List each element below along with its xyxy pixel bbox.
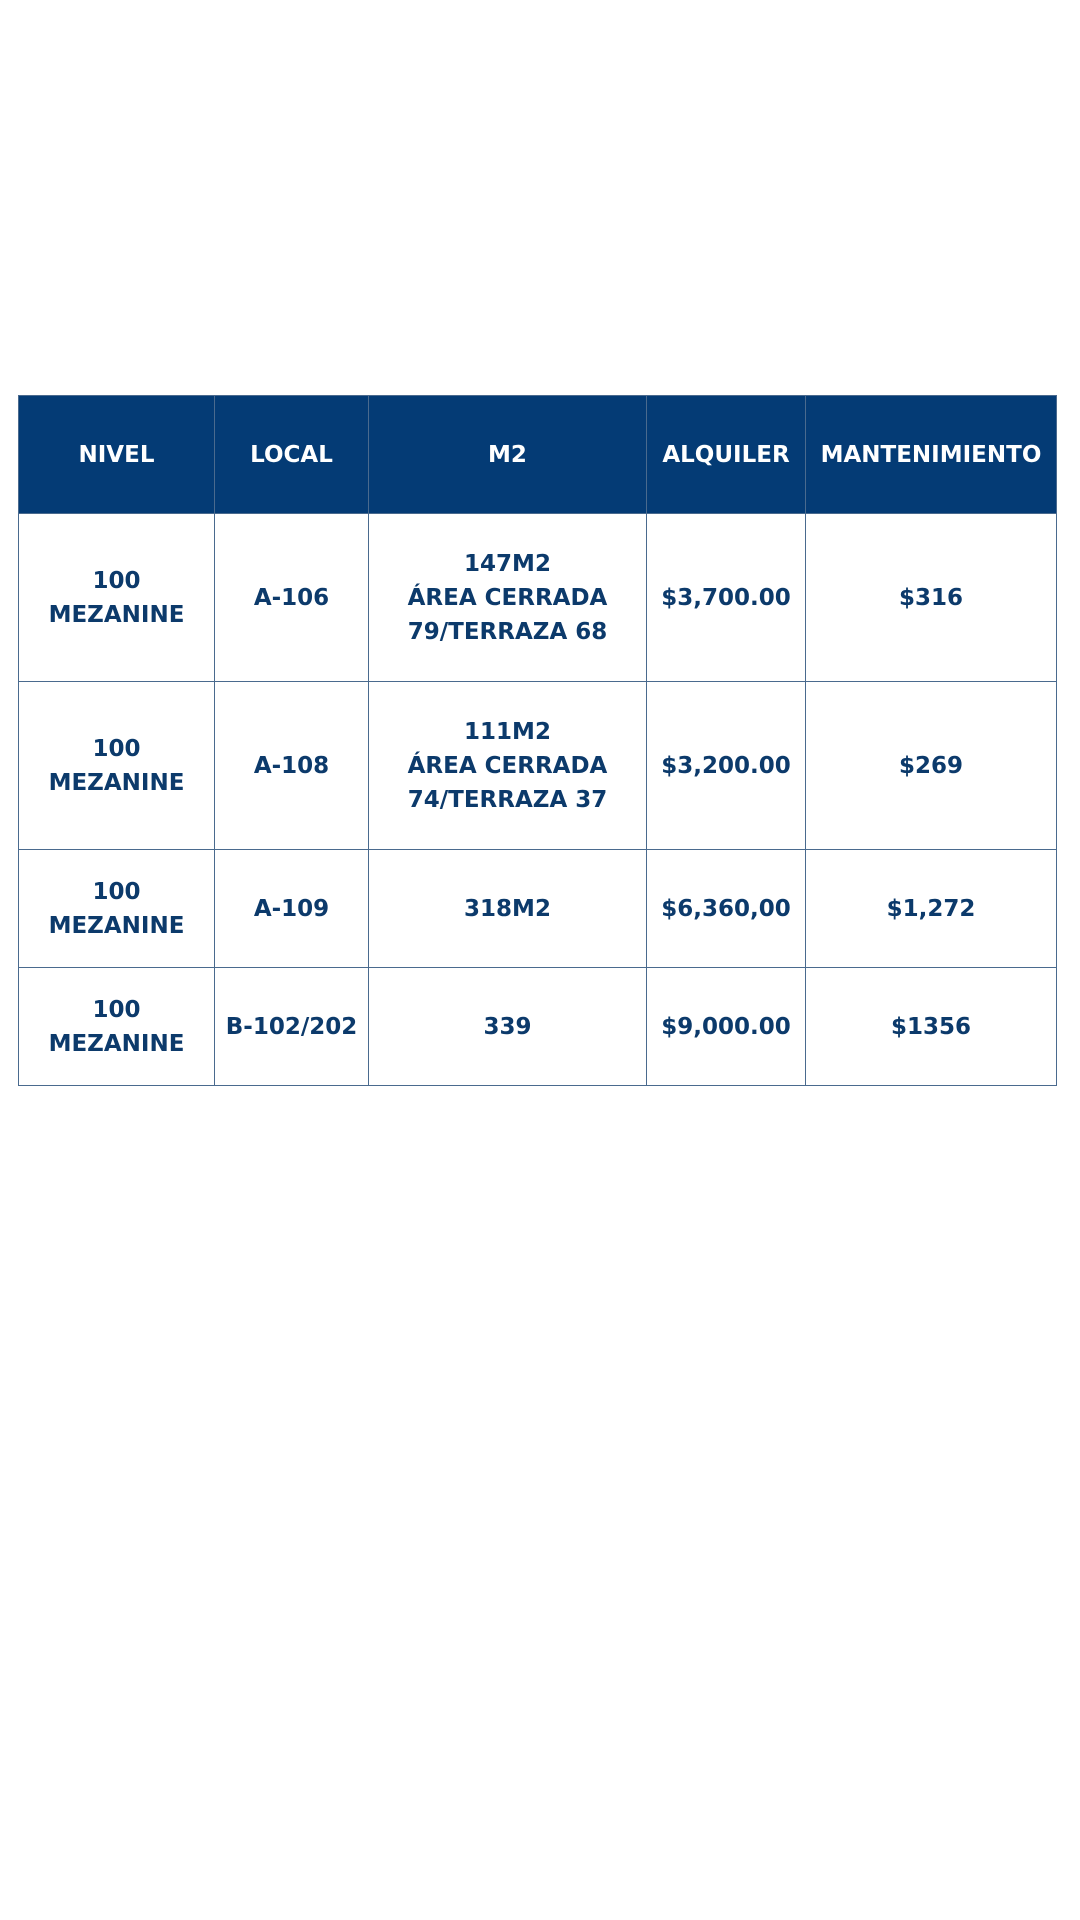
rental-table xyxy=(18,395,1057,1086)
cell-mantenimiento: $1,272 xyxy=(806,850,1057,968)
cell-mantenimiento: $1356 xyxy=(806,968,1057,1086)
cell-alquiler: $3,700.00 xyxy=(647,514,806,682)
cell-nivel: 100 MEZANINE xyxy=(19,850,215,968)
cell-local: A-108 xyxy=(215,682,369,850)
cell-m2-line: 74/TERRAZA 37 xyxy=(407,786,608,813)
cell-m2-line: 79/TERRAZA 68 xyxy=(407,618,608,645)
cell-m2-line: 318M2 xyxy=(464,895,551,922)
cell-m2 xyxy=(369,850,647,968)
cell-m2-line: ÁREA CERRADA xyxy=(407,584,608,611)
cell-nivel: 100 MEZANINE xyxy=(19,968,215,1086)
cell-local: B-102/202 xyxy=(215,968,369,1086)
header-local: LOCAL xyxy=(215,396,369,514)
cell-m2-line: 111M2 xyxy=(464,718,551,745)
cell-m2 xyxy=(369,682,647,850)
cell-m2-line: ÁREA CERRADA xyxy=(407,752,608,779)
cell-m2 xyxy=(369,968,647,1086)
cell-m2-line: 339 xyxy=(483,1013,532,1040)
cell-nivel: 100 MEZANINE xyxy=(19,682,215,850)
cell-alquiler: $9,000.00 xyxy=(647,968,806,1086)
cell-mantenimiento: $316 xyxy=(806,514,1057,682)
header-mantenimiento: MANTENIMIENTO xyxy=(806,396,1057,514)
cell-local: A-106 xyxy=(215,514,369,682)
header-nivel: NIVEL xyxy=(19,396,215,514)
cell-mantenimiento: $269 xyxy=(806,682,1057,850)
cell-m2 xyxy=(369,514,647,682)
cell-local: A-109 xyxy=(215,850,369,968)
cell-m2-line: 147M2 xyxy=(464,550,551,577)
cell-alquiler: $3,200.00 xyxy=(647,682,806,850)
cell-nivel: 100 MEZANINE xyxy=(19,514,215,682)
table-row xyxy=(19,514,1057,682)
rental-table-container xyxy=(18,395,1056,1086)
table-row xyxy=(19,682,1057,850)
table-header-row xyxy=(19,396,1057,514)
table-row xyxy=(19,850,1057,968)
table-row xyxy=(19,968,1057,1086)
header-m2: M2 xyxy=(369,396,647,514)
cell-alquiler: $6,360,00 xyxy=(647,850,806,968)
header-alquiler: ALQUILER xyxy=(647,396,806,514)
